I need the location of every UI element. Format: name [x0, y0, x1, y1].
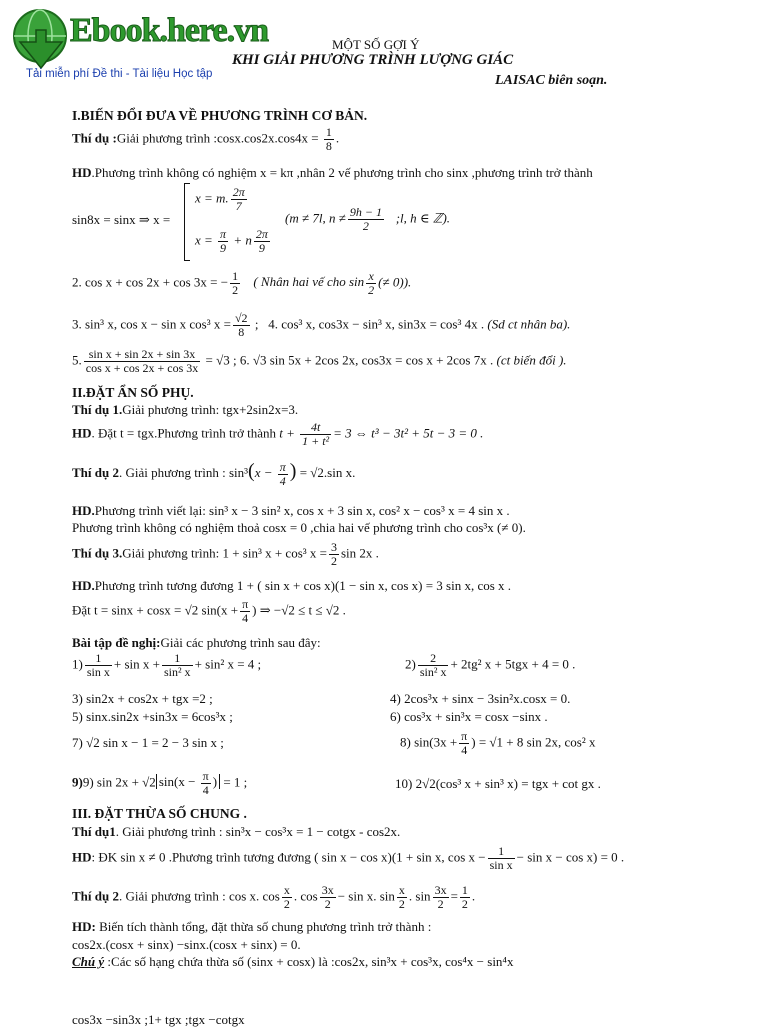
problem-5-6: 5. $\frac{\text{sin x + sin 2x + sin 3x}}{\text{cos x + cos 2x + cos 3x}}$ = √3 ; 6. √3 sin 5x + 2cos 2x, cos3x = cos x + 2cos 7x . (ct biến đổi ).: [72, 347, 567, 375]
exercise-1: 1) $\frac{1}{\text{sin x}}$ + sin x + $\frac{1}{\text{sin² x}}$ + sin² x = 4 ;: [72, 651, 262, 679]
s3-hd-2-line2: cos2x.(cosx + sinx) −sinx.(cosx + sinx) = 0.: [72, 937, 301, 952]
s2-example-1: Thí dụ 1.Giải phương trình: tgx+2sin2x=3.: [72, 402, 299, 417]
s3-last-line: cos3x −sin3x ;1+ tgx ;tgx −cotgx: [72, 1012, 245, 1027]
exercise-7: 7) √2 sin x − 1 = 2 − 3 sin x ;: [72, 735, 224, 750]
document-title: KHI GIẢI PHƯƠNG TRÌNH LƯỢNG GIÁC: [232, 52, 514, 68]
s2-hd-2-line2: Phương trình không có nghiệm thoả cosx = 0 ,chia hai vế phương trình cho cos³x (≠ 0).: [72, 520, 526, 535]
brand-name: Ebook.here.vn: [70, 12, 268, 49]
author-line: LAISAC biên soạn.: [495, 73, 608, 88]
header-line1: MỘT SỐ GỢI Ý: [332, 37, 420, 52]
s2-hd-1: HD. Đặt t = tgx.Phương trình trở thành t + $\frac{4t}{\text{1 + t²}}$ = 3 ⇔ t³ − 3t² + 5t − 3 = 0 .: [72, 420, 484, 448]
problem-3-4: 3. sin³ x, cos x − sin x cos³ x = $\frac{√2}{8}$ ; 4. cos³ x, cos3x − sin³ x, sin3x = cos³ 4x . (Sd ct nhân ba).: [72, 311, 571, 339]
exercises-heading: Bài tập đề nghị:Giải các phương trình sau đây:: [72, 635, 321, 650]
s2-example-3: Thí dụ 3.Giải phương trình: 1 + sin³ x + cos³ x = $\frac{3}{2}$ sin 2x .: [72, 540, 379, 568]
exercise-10: 10) 2√2(cos³ x + sin³ x) = tgx + cot gx .: [395, 776, 601, 791]
section-2-title: II.ĐẶT ẨN SỐ PHỤ.: [72, 385, 194, 400]
s1-example: Thí dụ :Giải phương trình :cosx.cos2x.cos4x = $\frac{1}{8}$ .: [72, 125, 340, 153]
s3-hd-1: HD: ĐK sin x ≠ 0 .Phương trình tương đương ( sin x − cos x)(1 + sin x, cos x − $\frac{1}{\text{sin x}}$ − sin x − cos x) = 0 .: [72, 844, 625, 872]
s1-solution-lhs: sin8x = sinx ⇒ x =: [72, 212, 171, 227]
s3-note: Chú ý :Các số hạng chứa thừa số (sinx + cosx) là :cos2x, sin³x + cos³x, cos⁴x − sin⁴x: [72, 954, 514, 969]
exercise-4: 4) 2cos³x + sinx − 3sin²x.cosx = 0.: [390, 691, 571, 706]
brand-tagline: Tải miễn phí Đề thi - Tài liệu Học tập: [26, 68, 213, 80]
exercise-6: 6) cos³x + sin³x = cosx −sinx .: [390, 709, 548, 724]
system-brace: [184, 183, 190, 261]
s2-hd-3: HD.Phương trình tương đương 1 + ( sin x + cos x)(1 − sin x, cos x) = 3 sin x, cos x .: [72, 578, 512, 593]
solution-case-2: x = $\frac{\pi}{9}$ + n $\frac{2\pi}{9}$: [195, 227, 268, 255]
site-logo[interactable]: [6, 6, 268, 84]
s3-example-2: Thí dụ 2. Giải phương trình : cos x. cos $\frac{x}{2}$ . cos $\frac{3x}{2}$ − sin x. sin $\frac{x}{2}$ . sin $\frac{3x}{2}$ = $\frac{1}{2}$ .: [72, 883, 476, 911]
solution-case-1: x = m. $\frac{2\pi}{7}$: [195, 185, 245, 213]
exercise-2: 2) $\frac{2}{\text{sin² x}}$ + 2tg² x + 5tgx + 4 = 0 .: [405, 651, 576, 679]
exercise-5: 5) sinx.sin2x +sin3x = 6cos³x ;: [72, 709, 233, 724]
s1-hd: [72, 165, 593, 181]
fraction: $\frac{1}{8}$: [325, 125, 332, 153]
s2-example-2: Thí dụ 2. Giải phương trình : sin³(x − $\frac{\pi}{4}$ ) = √2.sin x.: [72, 459, 356, 488]
exercise-3: 3) sin2x + cos2x + tgx =2 ;: [72, 691, 213, 706]
section-3-title: III. ĐẶT THỪA SỐ CHUNG .: [72, 806, 247, 821]
example-text: Giải phương trình :cosx.cos2x.cos4x =: [116, 130, 322, 146]
hd-text: .Phương trình không có nghiệm x = kπ ,nhân 2 vế phương trình cho sinx ,phương trình trở thành: [91, 165, 593, 180]
problem-2: 2. cos x + cos 2x + cos 3x = − $\frac{1}{2}$ ( Nhân hai vế cho sin $\frac{x}{2}$ (≠ 0)).: [72, 269, 412, 297]
exercise-8: 8) sin(3x + $\frac{\pi}{4}$ ) = √1 + 8 sin 2x, cos² x: [400, 729, 596, 757]
s2-hd-2: HD.Phương trình viết lại: sin³ x − 3 sin² x, cos x + 3 sin x, cos² x − cos³ x = 4 sin x .: [72, 503, 510, 518]
section-1-title: I.BIẾN ĐỔI ĐƯA VỀ PHƯƠNG TRÌNH CƠ BẢN.: [72, 108, 368, 123]
s2-hd-3-set: Đặt t = sinx + cosx = √2 sin(x + $\frac{\pi}{4}$ ) ⇒ −√2 ≤ t ≤ √2 .: [72, 597, 346, 625]
s3-hd-2: HD: Biến tích thành tổng, đặt thừa số chung phương trình trở thành :: [72, 919, 432, 934]
hd-label: HD: [72, 165, 92, 180]
exercise-9: 9)9) sin 2x + √2 sin(x − $\frac{\pi}{4}$ ) = 1 ;: [72, 769, 248, 797]
solution-conditions: (m ≠ 7l, n ≠ $\frac{9h - 1}{2}$ ;l, h ∈ ℤ).: [285, 205, 451, 233]
example-label: Thí dụ :: [72, 130, 117, 146]
s3-example-1: Thí dụ1. Giải phương trình : sin³x − cos³x = 1 − cotgx - cos2x.: [72, 824, 401, 839]
